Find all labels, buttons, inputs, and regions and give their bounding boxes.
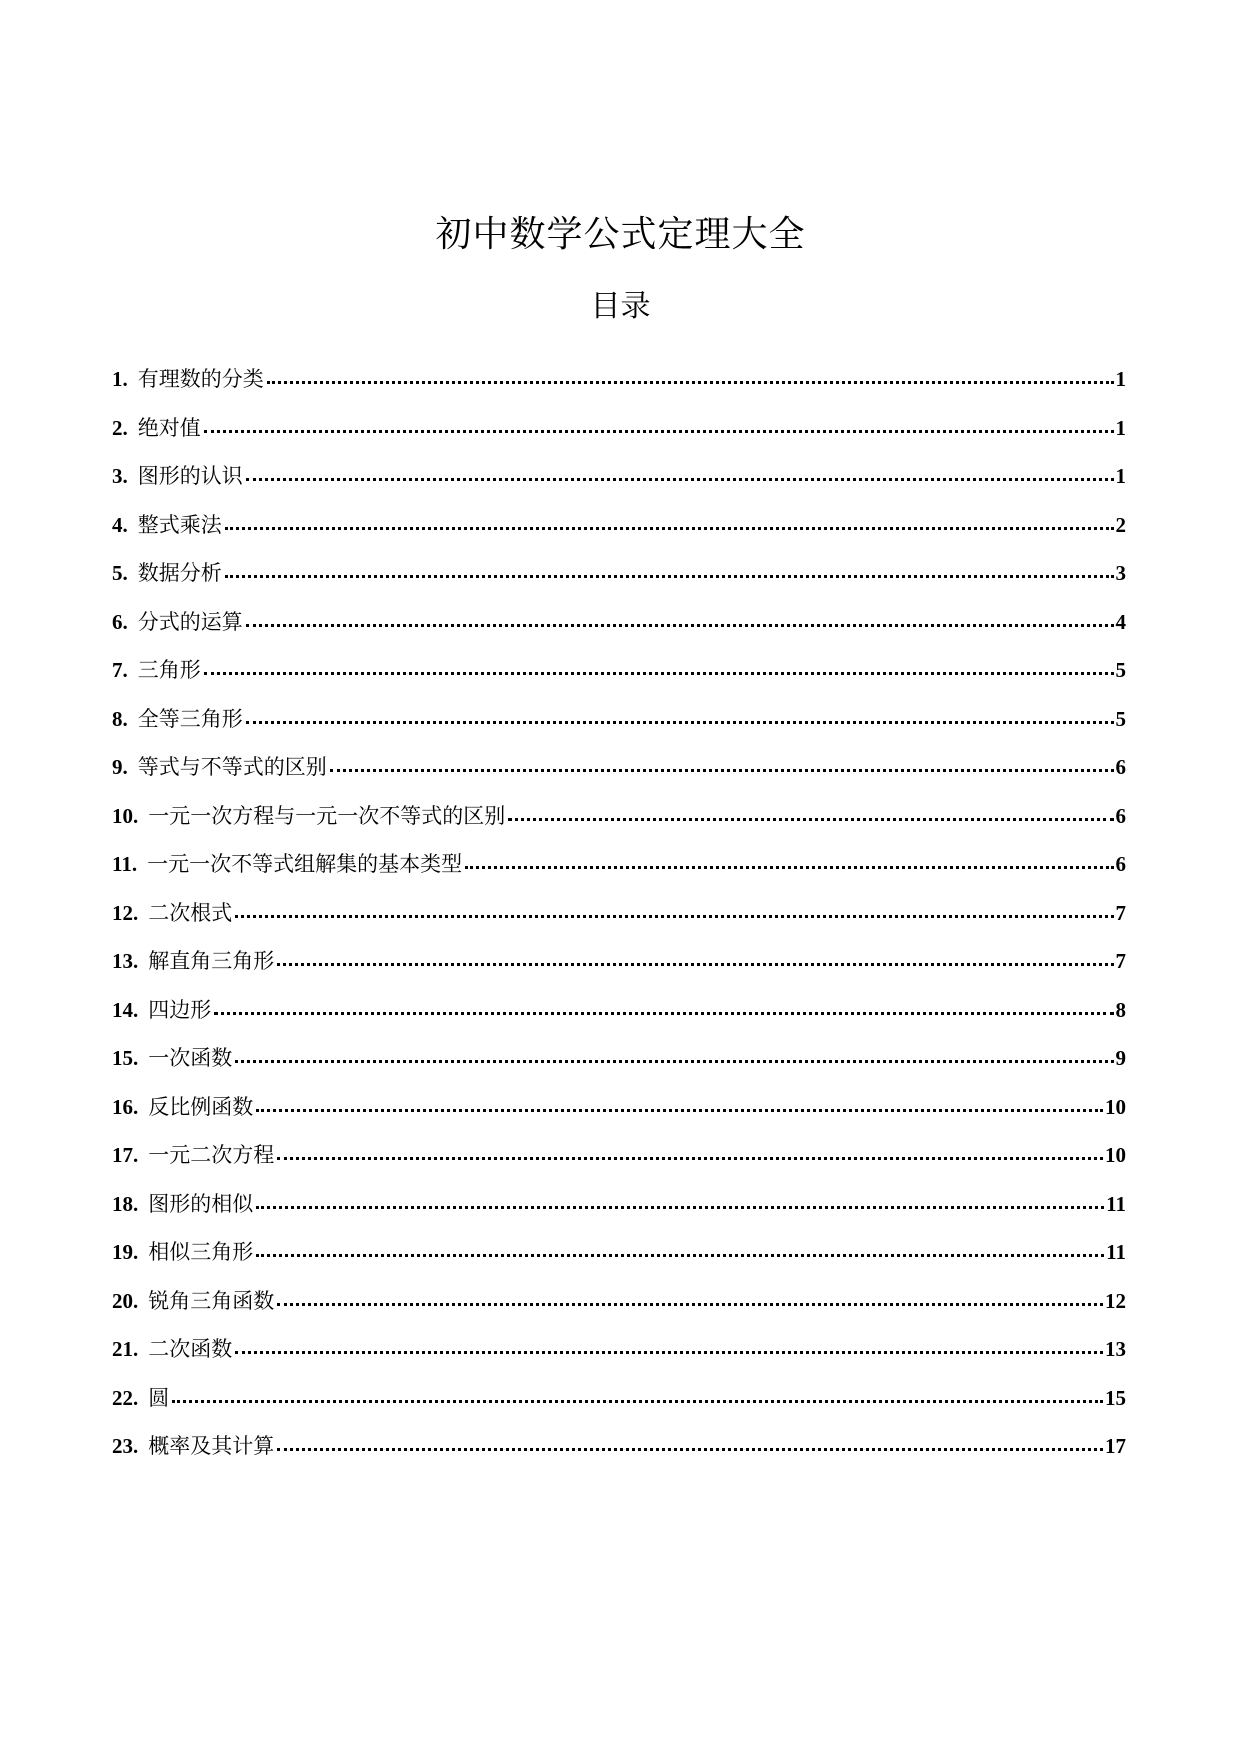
toc-entry-number: 6. bbox=[112, 609, 128, 634]
toc-entry-number: 10. bbox=[112, 803, 139, 828]
toc-entry-title: 一次函数 bbox=[148, 1046, 233, 1070]
toc-entry[interactable] bbox=[112, 1334, 1126, 1383]
toc-entry-page-number: 10 bbox=[1105, 1143, 1126, 1167]
toc-entry-page-number: 1 bbox=[1115, 367, 1126, 391]
toc-entry-title: 一元一次方程与一元一次不等式的区别 bbox=[148, 803, 506, 828]
toc-entry-number: 18. bbox=[112, 1191, 139, 1216]
toc-entry-number: 21. bbox=[112, 1337, 139, 1361]
toc-entry-page-number: 4 bbox=[1115, 609, 1126, 634]
toc-entry[interactable] bbox=[112, 364, 1126, 413]
toc-dot-leader bbox=[246, 476, 1114, 481]
toc-entry[interactable] bbox=[112, 510, 1126, 559]
toc-entry-page-number: 5 bbox=[1115, 706, 1126, 731]
toc-entry-number: 17. bbox=[112, 1143, 139, 1167]
toc-entry-page-number: 9 bbox=[1115, 1046, 1126, 1070]
toc-entry[interactable] bbox=[112, 558, 1126, 607]
toc-entry[interactable] bbox=[112, 1237, 1126, 1286]
toc-entry-title: 有理数的分类 bbox=[137, 367, 264, 391]
toc-entry-number: 16. bbox=[112, 1094, 139, 1119]
toc-entry-title: 一元一次不等式组解集的基本类型 bbox=[147, 852, 463, 876]
toc-dot-leader bbox=[235, 913, 1113, 918]
toc-dot-leader bbox=[225, 525, 1114, 530]
toc-entry[interactable] bbox=[112, 801, 1126, 850]
toc-entry-number: 3. bbox=[112, 464, 128, 488]
table-of-contents bbox=[112, 364, 1126, 1480]
toc-entry-number: 23. bbox=[112, 1434, 139, 1458]
toc-entry-number: 1. bbox=[112, 367, 128, 391]
toc-entry[interactable] bbox=[112, 413, 1126, 462]
toc-entry-page-number: 6 bbox=[1115, 755, 1126, 779]
toc-entry-page-number: 11 bbox=[1106, 1191, 1126, 1216]
toc-dot-leader bbox=[235, 1349, 1103, 1354]
toc-entry-title: 一元二次方程 bbox=[148, 1143, 275, 1167]
toc-entry-number: 2. bbox=[112, 415, 128, 440]
toc-entry-title: 等式与不等式的区别 bbox=[137, 755, 327, 779]
toc-entry[interactable] bbox=[112, 1431, 1126, 1480]
toc-dot-leader bbox=[277, 1155, 1103, 1160]
toc-entry-title: 三角形 bbox=[137, 658, 201, 682]
toc-entry-title: 圆 bbox=[148, 1385, 170, 1410]
toc-dot-leader bbox=[330, 767, 1114, 772]
page-title: 初中数学公式定理大全 bbox=[435, 214, 806, 256]
toc-entry-number: 5. bbox=[112, 561, 128, 585]
toc-dot-leader bbox=[256, 1252, 1104, 1257]
toc-entry-title: 图形的认识 bbox=[137, 464, 243, 488]
toc-entry[interactable] bbox=[112, 461, 1126, 510]
toc-dot-leader bbox=[204, 670, 1114, 675]
toc-entry-page-number: 1 bbox=[1115, 415, 1126, 440]
toc-entry-page-number: 6 bbox=[1115, 803, 1126, 828]
toc-entry-page-number: 10 bbox=[1105, 1094, 1126, 1119]
toc-entry[interactable] bbox=[112, 607, 1126, 656]
toc-entry-page-number: 17 bbox=[1105, 1434, 1126, 1458]
toc-entry-number: 4. bbox=[112, 512, 128, 537]
toc-entry-title: 图形的相似 bbox=[148, 1191, 254, 1216]
toc-entry-page-number: 12 bbox=[1105, 1288, 1126, 1313]
toc-entry-title: 锐角三角函数 bbox=[148, 1288, 275, 1313]
toc-entry[interactable] bbox=[112, 1383, 1126, 1432]
toc-dot-leader bbox=[277, 1446, 1103, 1451]
toc-entry[interactable] bbox=[112, 1286, 1126, 1335]
toc-entry-number: 14. bbox=[112, 997, 139, 1022]
toc-entry-page-number: 8 bbox=[1115, 997, 1126, 1022]
toc-entry-number: 7. bbox=[112, 658, 128, 682]
toc-entry[interactable] bbox=[112, 1140, 1126, 1189]
toc-entry-number: 15. bbox=[112, 1046, 139, 1070]
toc-entry-title: 绝对值 bbox=[137, 415, 201, 440]
toc-dot-leader bbox=[204, 428, 1114, 433]
toc-entry[interactable] bbox=[112, 849, 1126, 898]
toc-entry-title: 概率及其计算 bbox=[148, 1434, 275, 1458]
toc-entry[interactable] bbox=[112, 946, 1126, 995]
toc-entry[interactable] bbox=[112, 1092, 1126, 1141]
toc-entry[interactable] bbox=[112, 1189, 1126, 1238]
toc-entry-number: 11. bbox=[112, 852, 138, 876]
toc-dot-leader bbox=[508, 816, 1113, 821]
toc-entry-page-number: 1 bbox=[1115, 464, 1126, 488]
toc-entry-number: 13. bbox=[112, 949, 139, 973]
toc-dot-leader bbox=[256, 1204, 1104, 1209]
toc-entry[interactable] bbox=[112, 995, 1126, 1044]
toc-entry-number: 22. bbox=[112, 1385, 139, 1410]
toc-dot-leader bbox=[256, 1107, 1103, 1112]
toc-entry-page-number: 3 bbox=[1115, 561, 1126, 585]
toc-entry-page-number: 11 bbox=[1106, 1240, 1126, 1264]
toc-entry-page-number: 2 bbox=[1115, 512, 1126, 537]
toc-dot-leader bbox=[235, 1058, 1113, 1063]
toc-entry-number: 12. bbox=[112, 900, 139, 925]
toc-entry-title: 分式的运算 bbox=[137, 609, 243, 634]
toc-entry-page-number: 15 bbox=[1105, 1385, 1126, 1410]
toc-entry-title: 相似三角形 bbox=[148, 1240, 254, 1264]
toc-entry-page-number: 7 bbox=[1115, 949, 1126, 973]
toc-entry-title: 四边形 bbox=[148, 997, 212, 1022]
toc-dot-leader bbox=[267, 379, 1114, 384]
toc-entry-title: 全等三角形 bbox=[137, 706, 243, 731]
toc-entry[interactable] bbox=[112, 704, 1126, 753]
toc-entry-number: 20. bbox=[112, 1288, 139, 1313]
toc-entry-number: 19. bbox=[112, 1240, 139, 1264]
toc-entry-title: 整式乘法 bbox=[137, 512, 222, 537]
toc-entry-title: 数据分析 bbox=[137, 561, 222, 585]
toc-entry-number: 8. bbox=[112, 706, 128, 731]
toc-dot-leader bbox=[225, 573, 1114, 578]
toc-dot-leader bbox=[246, 622, 1114, 627]
toc-dot-leader bbox=[172, 1398, 1103, 1403]
toc-dot-leader bbox=[246, 719, 1114, 724]
toc-dot-leader bbox=[214, 1010, 1113, 1015]
toc-entry[interactable] bbox=[112, 1043, 1126, 1092]
toc-dot-leader bbox=[277, 1301, 1103, 1306]
toc-entry-page-number: 7 bbox=[1115, 900, 1126, 925]
toc-entry-page-number: 5 bbox=[1115, 658, 1126, 682]
toc-entry-page-number: 6 bbox=[1115, 852, 1126, 876]
toc-heading: 目录 bbox=[590, 288, 651, 324]
toc-entry[interactable] bbox=[112, 898, 1126, 947]
toc-entry-title: 解直角三角形 bbox=[148, 949, 275, 973]
toc-entry-number: 9. bbox=[112, 755, 128, 779]
toc-entry[interactable] bbox=[112, 655, 1126, 704]
toc-entry-title: 反比例函数 bbox=[148, 1094, 254, 1119]
toc-dot-leader bbox=[465, 864, 1113, 869]
toc-dot-leader bbox=[277, 961, 1113, 966]
toc-entry-title: 二次根式 bbox=[148, 900, 233, 925]
toc-entry-page-number: 13 bbox=[1105, 1337, 1126, 1361]
toc-entry-title: 二次函数 bbox=[148, 1337, 233, 1361]
toc-entry[interactable] bbox=[112, 752, 1126, 801]
